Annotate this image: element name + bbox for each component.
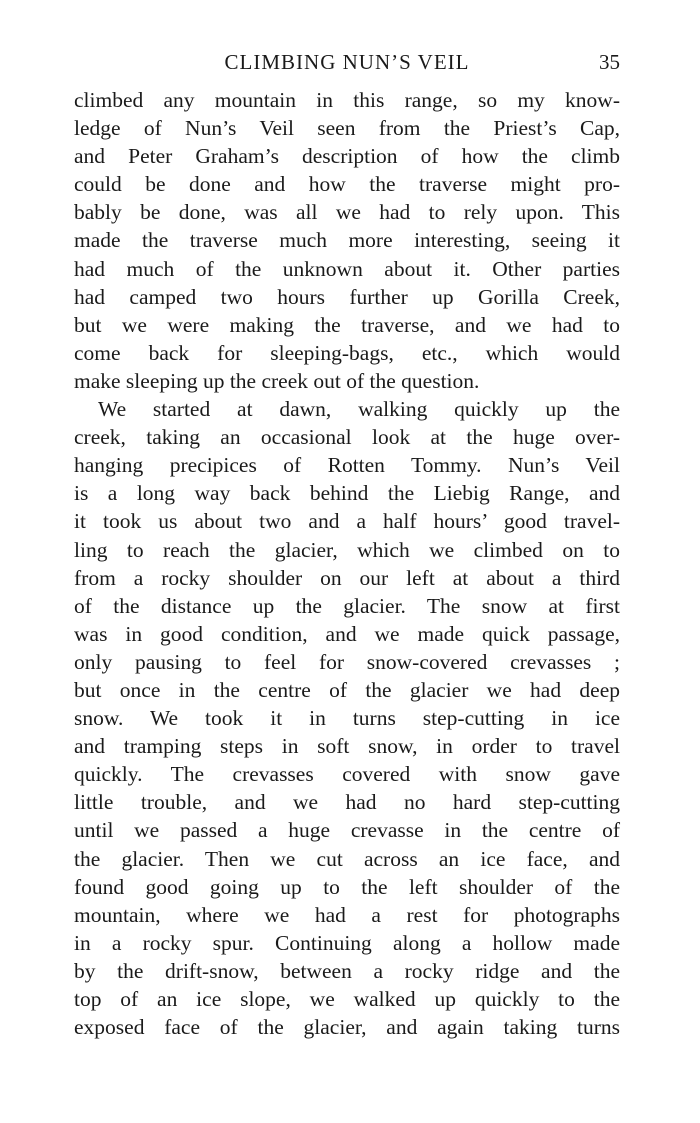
text-line: had much of the unknown about it. Other parties (74, 256, 620, 281)
text-line: of the distance up the glacier. The snow at first (74, 593, 620, 618)
text-line: in a rocky spur. Continuing along a hollow made (74, 930, 620, 955)
text-line: but we were making the traverse, and we had to (74, 312, 620, 337)
text-line: exposed face of the glacier, and again taking turns (74, 1015, 620, 1040)
text-line: made the traverse much more interesting, seeing it (74, 228, 620, 253)
text-line: was in good condition, and we made quick passage, (74, 621, 620, 646)
text-line: mountain, where we had a rest for photographs (74, 902, 620, 927)
text-line: had camped two hours further up Gorilla Creek, (74, 284, 620, 309)
text-line: snow. We took it in turns step-cutting in ice (74, 706, 620, 731)
paragraph-start-line: We started at dawn, walking quickly up the (98, 397, 620, 422)
body-text (74, 86, 620, 1041)
paragraph-end-line: make sleeping up the creek out of the question. (74, 368, 480, 393)
text-line: creek, taking an occasional look at the huge over- (74, 425, 620, 450)
text-line: come back for sleeping-bags, etc., which would (74, 340, 620, 365)
text-line: from a rocky shoulder on our left at about a third (74, 565, 620, 590)
text-line: quickly. The crevasses covered with snow gave (74, 762, 620, 787)
text-line: could be done and how the traverse might pro- (74, 172, 620, 197)
text-line: found good going up to the left shoulder of the (74, 874, 620, 899)
text-line: ling to reach the glacier, which we climbed on to (74, 537, 620, 562)
text-line: is a long way back behind the Liebig Range, and (74, 481, 620, 506)
text-line: and Peter Graham’s description of how the climb (74, 144, 620, 169)
text-line: top of an ice slope, we walked up quickly to the (74, 987, 620, 1011)
text-line: climbed any mountain in this range, so my know- (74, 88, 620, 112)
text-line: and tramping steps in soft snow, in order to travel (74, 734, 620, 759)
text-line: but once in the centre of the glacier we had deep (74, 677, 620, 702)
text-line: hanging precipices of Rotten Tommy. Nun’s Veil (74, 453, 620, 478)
text-line: only pausing to feel for snow-covered crevasses ; (74, 649, 620, 674)
text-line: little trouble, and we had no hard step-cutting (74, 790, 620, 815)
running-head (74, 50, 620, 80)
text-line: bably be done, was all we had to rely upon. This (74, 200, 620, 225)
page-number: 35 (599, 50, 620, 74)
text-line: ledge of Nun’s Veil seen from the Priest’s Cap, (74, 116, 620, 141)
text-line: the glacier. Then we cut across an ice face, and (74, 846, 620, 871)
text-line: until we passed a huge crevasse in the centre of (74, 818, 620, 843)
text-line: it took us about two and a half hours’ good travel- (74, 509, 620, 534)
running-title: CLIMBING NUN’S VEIL (224, 50, 470, 74)
text-line: by the drift-snow, between a rocky ridge and the (74, 958, 620, 983)
